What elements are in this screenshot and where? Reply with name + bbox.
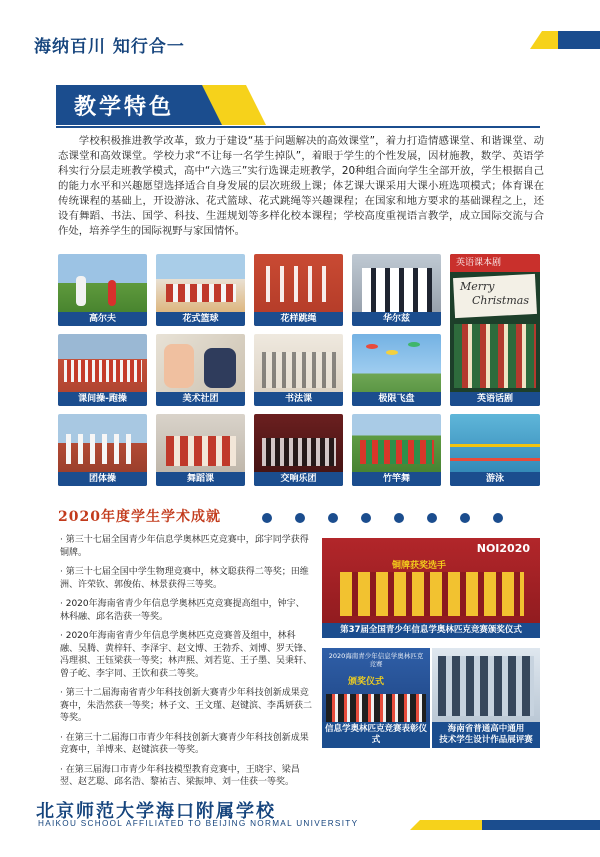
achievements-title: 2020年度学生学术成就	[58, 509, 221, 525]
photo-caption: 书法课	[254, 392, 343, 406]
school-name-en: HAIKOU SCHOOL AFFILIATED TO BEIJING NORMAL UNIVERSITY	[38, 819, 359, 828]
corner-decoration	[530, 31, 600, 49]
photo-golf	[58, 254, 147, 326]
ceremony-board: 颁奖仪式	[348, 677, 385, 687]
award-item: · 在第三届海口市青少年科技模型教育竞赛中，王晓宇、梁昌翌、赵艺聪、邱名浩、黎祐吉、梁振坤、刘一佳获一等奖。	[60, 764, 300, 787]
photo-caption: 美术社团	[156, 392, 245, 406]
photo-noi-ceremony	[322, 538, 540, 638]
photo-caption: 交响乐团	[254, 472, 343, 486]
award-item: · 2020年海南省青少年信息学奥林匹克竞赛提高组中，钟宇、林科融、邱名浩获一等奖。	[60, 599, 305, 622]
school-motto: 海纳百川 知行合一	[34, 37, 185, 57]
photo-caption: 第37届全国青少年信息学奥林匹克竞赛颁奖仪式	[322, 623, 540, 638]
photo-dance	[156, 414, 245, 486]
photo-caption: 花样跳绳	[254, 312, 343, 326]
award-item: · 2020年海南省青少年信息学奥林匹克竞赛普及组中，林科融、吴腾、黄梓轩、李泽宇、赵文博、王勃乔、刘博、罗天锋、冯理祺、王钰梁获一等奖；林声熙、刘若览、王子墨、吴秉轩、曾子屹、李宇同、王饮和获二等奖。	[60, 631, 313, 679]
activity-gallery	[58, 254, 540, 486]
board-text: Merry	[460, 280, 495, 293]
photo-english-drama	[450, 254, 540, 406]
photo-tech-design-exhibit	[432, 648, 540, 748]
photo-caption: 团体操	[58, 472, 147, 486]
award-item: · 第三十二届海南省青少年科技创新大赛青少年科技创新成果竞赛中，朱浩然获一等奖；林子文、王文瑾、赵键滨、李禹妍获二等奖。	[60, 688, 313, 723]
photo-running-exercise	[58, 334, 147, 406]
photo-olympiad-award-ceremony	[322, 648, 430, 748]
school-name-cn: 北京师范大学海口附属学校	[36, 801, 276, 822]
photo-swimming	[450, 414, 540, 486]
section-title: 教学特色	[74, 94, 175, 120]
award-item: · 在第三十二届海口市青少年科技创新大赛青少年科技创新成果竞赛中，羊博来、赵键滨获一等奖。	[60, 732, 309, 755]
board-text: Christmas	[472, 294, 529, 307]
photo-calligraphy	[254, 334, 343, 406]
footer-decoration	[410, 820, 600, 830]
photo-basketball	[156, 254, 245, 326]
exhibit-caption-line: 海南省普通高中通用	[447, 724, 525, 734]
section-title-banner	[56, 85, 266, 125]
award-item: · 第三十七届全国中学生物理竞赛中，林文聪获得二等奖；田维洲、许荣钦、郭俊佑、林景获得三等奖。	[60, 567, 309, 590]
title-underline	[56, 126, 540, 128]
photo-group-gymnastics	[58, 414, 147, 486]
noi-sub-banner: 铜牌获奖选手	[392, 561, 447, 571]
photo-bamboo-dance	[352, 414, 441, 486]
photo-caption: 舞蹈课	[156, 472, 245, 486]
intro-paragraph: 学校积极推进教学改革，致力于建设“基于问题解决的高效课堂”，着力打造情感课堂、和谐课堂、动态课堂和高效课堂。学校力求“不让每一名学生掉队”，着眼于学生的个性发展，因材施教，数学、英语学科实行分层走班教学模式，高中“六选三”实行选课走班教学，20种组合面向学生全部开放，学生根据自己的能力水平和兴趣愿望选择适合自身发展的层次班级上课；体艺课大课采用大课小班选项模式；体育课在传统课程的基础上，开设游泳、花式篮球、花式跳绳等兴趣课程；在国家和地方要求的基础课程之上，还设有舞蹈、书法、国学、科技、生涯规划等多样化校本课程；学校高度重视语言教学，成立国际交流与合作处，培养学生的国际视野与家国情怀。	[58, 135, 544, 237]
photo-caption: 花式篮球	[156, 312, 245, 326]
photo-jump-rope	[254, 254, 343, 326]
photo-caption: 英语话剧	[450, 392, 540, 406]
photo-caption: 课间操-跑操	[58, 392, 147, 406]
photo-caption: 竹竿舞	[352, 472, 441, 486]
photo-ultimate-frisbee	[352, 334, 441, 406]
ceremony-banner: 2020海南青少年信息学奥林匹克竞赛	[328, 652, 424, 668]
photo-caption: 华尔兹	[352, 312, 441, 326]
photo-symphony-orchestra	[254, 414, 343, 486]
photo-art-club	[156, 334, 245, 406]
award-item: · 第三十七届全国青少年信息学奥林匹克竞赛中，邱宇同学获得铜牌。	[60, 535, 309, 558]
photo-caption: 高尔夫	[58, 312, 147, 326]
photo-caption: 游泳	[450, 472, 540, 486]
photo-waltz	[352, 254, 441, 326]
photo-caption: 极限飞盘	[352, 392, 441, 406]
awards-list	[60, 534, 312, 796]
drama-heading: 英语课本剧	[450, 254, 540, 272]
photo-caption	[432, 722, 540, 748]
noi-banner: NOI2020	[476, 542, 530, 555]
photo-caption: 信息学奥林匹克竞赛表彰仪式	[322, 722, 430, 748]
exhibit-caption-line: 技术学生设计作品展评赛	[439, 735, 533, 745]
